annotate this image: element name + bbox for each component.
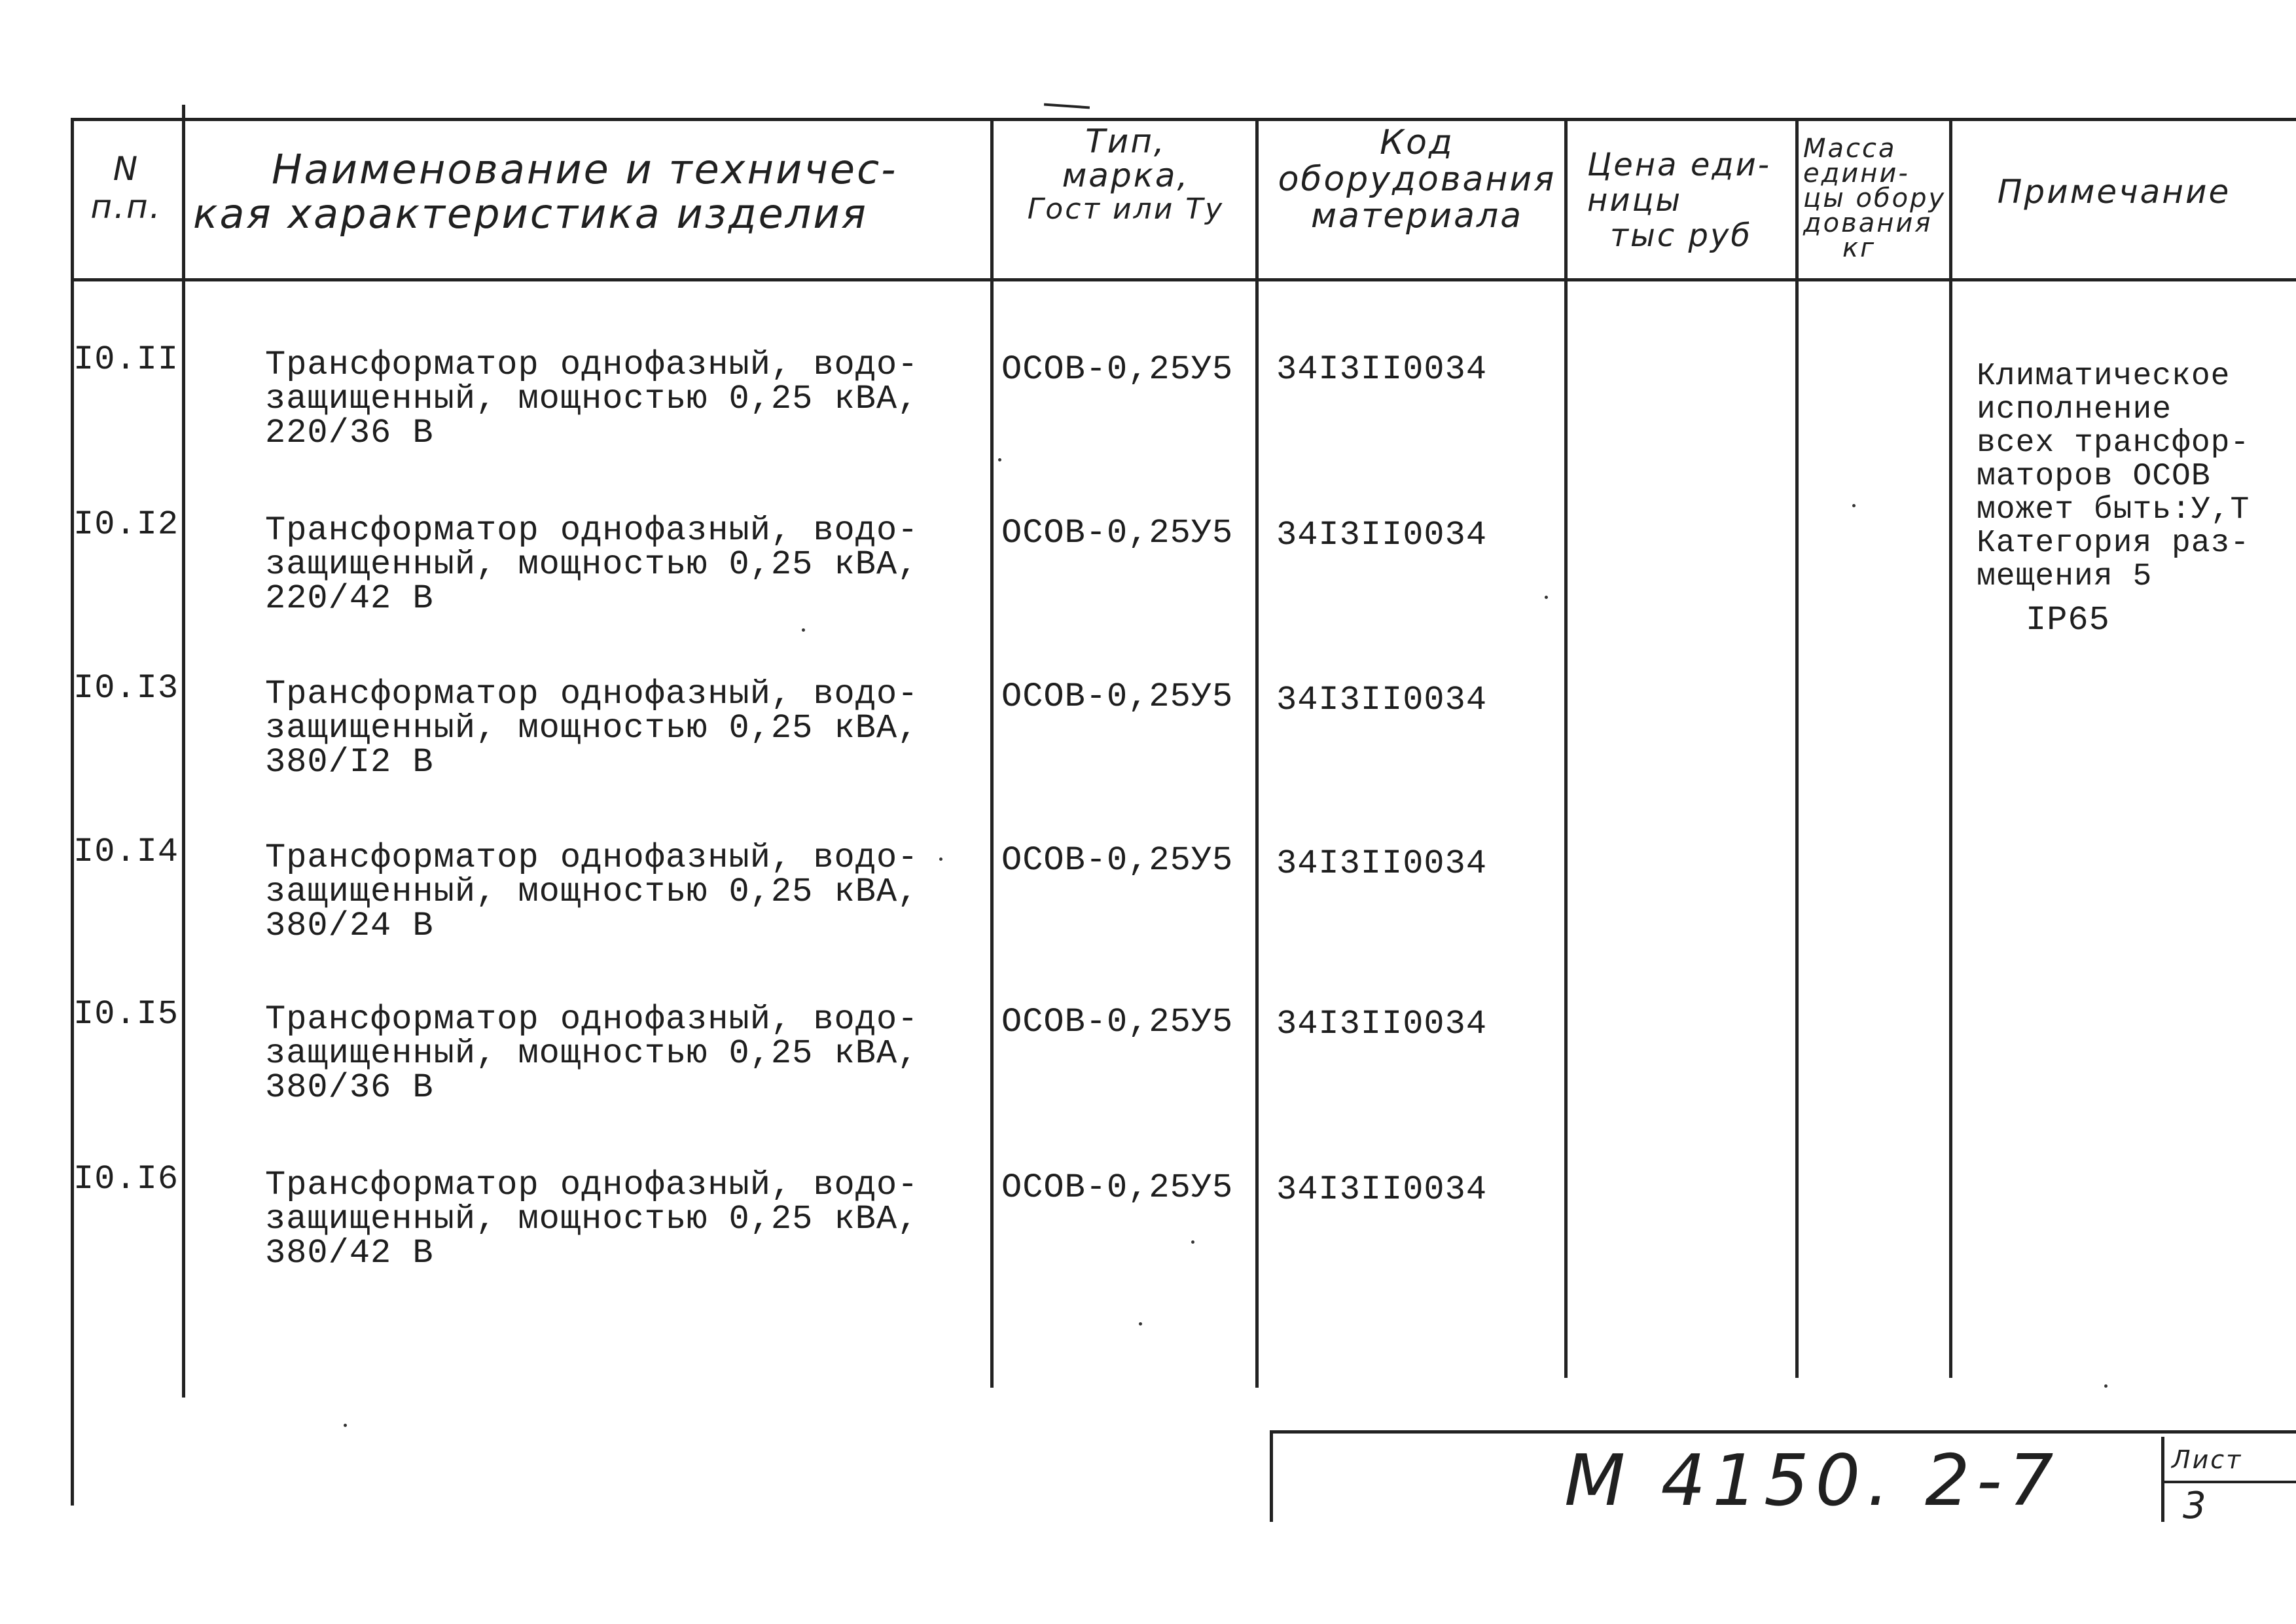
row-1-type: ОСОВ-0,25У5 [1001, 350, 1234, 389]
header-price [1571, 147, 1793, 253]
row-3-code: 34I3II0034 [1276, 681, 1488, 719]
row-2-name [265, 511, 985, 618]
header-number [77, 151, 175, 226]
note-ip-rating: IP65 [2026, 601, 2110, 640]
header-name-line-2: кая характеристика изделия [193, 190, 868, 238]
row-5-number: I0.I5 [73, 995, 179, 1034]
row-2-name-line-1: Трансформатор однофазный, водо- [265, 511, 919, 550]
header-code-line-2: оборудования [1278, 160, 1556, 199]
header-price-line-1: Цена еди- [1587, 147, 1772, 183]
scan-speck [802, 628, 805, 632]
note-line-7: мещения 5 [1977, 559, 2153, 594]
row-1-number: I0.II [73, 340, 179, 379]
header-number-line-1: N [113, 150, 140, 188]
sheet-number: 3 [2183, 1485, 2208, 1527]
col-divider-name [990, 118, 994, 1388]
row-5-code: 34I3II0034 [1276, 1005, 1488, 1043]
row-5-name [265, 1000, 985, 1107]
header-mass-line-5: кг [1842, 233, 1876, 263]
row-2-type: ОСОВ-0,25У5 [1001, 514, 1234, 552]
row-3-type: ОСОВ-0,25У5 [1001, 677, 1234, 716]
sheet-label: Лист [2172, 1445, 2243, 1474]
row-2-name-line-2: защищенный, мощностью 0,25 кВА, [265, 545, 919, 584]
header-type-line-3: Гост или Ту [1027, 192, 1225, 226]
row-1-name [265, 348, 985, 450]
scan-speck [1545, 596, 1548, 599]
scan-speck [1852, 504, 1856, 507]
header-note: Примечание [1997, 173, 2231, 211]
row-4-name-line-1: Трансформатор однофазный, водо- [265, 839, 919, 877]
row-1-code: 34I3II0034 [1276, 350, 1488, 389]
header-type-line-2: марка, [1062, 156, 1190, 194]
note-text [1977, 360, 2284, 594]
header-mass-line-4: дования [1803, 208, 1933, 238]
note-line-3: всех трансфор- [1977, 425, 2250, 461]
row-3-name [265, 677, 985, 780]
row-6-name [265, 1168, 985, 1271]
top-mark [1044, 103, 1090, 109]
row-6-code: 34I3II0034 [1276, 1170, 1488, 1209]
col-divider-code [1564, 118, 1568, 1378]
row-4-code: 34I3II0034 [1276, 844, 1488, 883]
header-type-line-1: Тип, [1085, 122, 1166, 160]
note-line-4: маторов ОСОВ [1977, 459, 2211, 494]
row-5-name-line-3: 380/36 В [265, 1068, 434, 1107]
header-number-line-2: п.п. [90, 187, 162, 226]
title-block-left [1270, 1430, 1273, 1522]
left-border [71, 118, 74, 1506]
row-4-name [265, 841, 985, 943]
row-5-type: ОСОВ-0,25У5 [1001, 1003, 1234, 1041]
row-5-name-line-2: защищенный, мощностью 0,25 кВА, [265, 1034, 919, 1073]
note-line-2: исполнение [1977, 392, 2172, 427]
scan-speck [998, 458, 1001, 461]
scan-speck [1191, 1240, 1194, 1244]
header-price-line-2: ницы [1587, 182, 1683, 219]
header-mass-line-2: едини- [1803, 158, 1910, 189]
row-3-name-line-2: защищенный, мощностью 0,25 кВА, [265, 709, 919, 748]
row-6-type: ОСОВ-0,25У5 [1001, 1168, 1234, 1207]
row-4-name-line-3: 380/24 В [265, 907, 434, 945]
scan-speck [1139, 1322, 1142, 1326]
row-4-number: I0.I4 [73, 833, 179, 871]
row-3-name-line-3: 380/I2 В [265, 743, 434, 782]
scan-speck [344, 1424, 347, 1427]
sheet-box-divider [2161, 1481, 2296, 1483]
row-6-name-line-2: защищенный, мощностью 0,25 кВА, [265, 1200, 919, 1238]
row-3-number: I0.I3 [73, 669, 179, 708]
row-6-number: I0.I6 [73, 1160, 179, 1199]
header-mass [1803, 136, 1954, 261]
header-price-line-3: тыс руб [1610, 217, 1752, 254]
title-block-top [1270, 1430, 2296, 1434]
row-2-name-line-3: 220/42 В [265, 579, 434, 618]
row-4-type: ОСОВ-0,25У5 [1001, 841, 1234, 880]
col-divider-mass [1949, 118, 1952, 1378]
scan-speck [939, 857, 942, 861]
row-1-name-line-3: 220/36 В [265, 414, 434, 452]
row-5-name-line-1: Трансформатор однофазный, водо- [265, 1000, 919, 1039]
row-3-name-line-1: Трансформатор однофазный, водо- [265, 675, 919, 713]
header-mass-line-1: Масса [1803, 134, 1897, 164]
note-line-6: Категория раз- [1977, 526, 2250, 561]
sheet-box-left [2161, 1437, 2164, 1522]
row-1-name-line-2: защищенный, мощностью 0,25 кВА, [265, 380, 919, 418]
row-6-name-line-3: 380/42 В [265, 1234, 434, 1272]
header-name-line-1: Наименование и техничес- [272, 145, 898, 193]
row-2-number: I0.I2 [73, 505, 179, 544]
header-code-line-1: Код [1380, 123, 1454, 162]
row-1-name-line-1: Трансформатор однофазный, водо- [265, 346, 919, 384]
col-divider-number [182, 105, 185, 1398]
header-name [193, 147, 978, 236]
header-bottom-border [71, 278, 2296, 281]
row-2-code: 34I3II0034 [1276, 516, 1488, 554]
header-code [1263, 124, 1571, 234]
table-top-border [71, 118, 2296, 121]
col-divider-price [1795, 118, 1799, 1378]
header-code-line-3: материала [1310, 196, 1524, 236]
note-line-5: может быть:У,Т [1977, 492, 2250, 528]
document-code: М 4150. 2-7 [1564, 1440, 2060, 1522]
note-line-1: Климатическое [1977, 359, 2231, 394]
header-mass-line-3: цы обору [1803, 183, 1946, 213]
scan-speck [2104, 1384, 2108, 1388]
row-4-name-line-2: защищенный, мощностью 0,25 кВА, [265, 873, 919, 911]
col-divider-type [1255, 118, 1259, 1388]
row-6-name-line-1: Трансформатор однофазный, водо- [265, 1166, 919, 1204]
header-type [995, 124, 1257, 226]
